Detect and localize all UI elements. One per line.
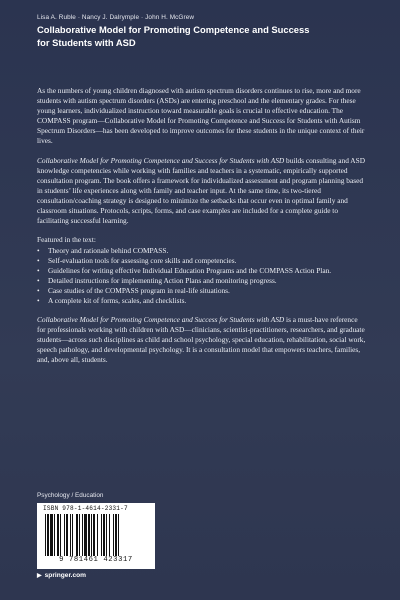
blurb-paragraph-2-text: builds consulting and ASD knowledge competencies while working with families and teachers in a systematic, empirically supported consultation program. The book offers a framework for individualized assessment and program planning based in students’ life experiences along with family and teacher input. At the same time, its two-tiered consultation/coaching strategy is designed to minimize the setbacks that occur even in optimal family and classroom situations. Protocols, scripts, forms, and case examples are included for a complete guide to facilitating successful learning. <box>37 155 366 225</box>
feature-item: • Guidelines for writing effective Individual Education Programs and the COMPASS Action Plan. <box>37 266 368 276</box>
blurb-paragraph-3-text: is a must-have reference for professionals working with children with ASD—clinicians, scientist-practitioners, researchers, and graduate students—across such disciplines as child and school psychology, special education, rehabilitation, social work, speech pathology, and developmental psychology. It is a consultation model that empowers teachers, families, and, above all, students. <box>37 315 366 364</box>
barcode-icon <box>45 514 147 556</box>
blurb-paragraph-3 <box>37 315 368 365</box>
book-title-line-2: for Students with ASD <box>37 36 136 48</box>
book-title-italic: Collaborative Model for Promoting Competence and Success for Students with ASD <box>37 315 285 324</box>
blurb <box>37 86 368 375</box>
feature-item: • Detailed instructions for implementing Action Plans and monitoring progress. <box>37 276 368 286</box>
isbn-text: ISBN 978-1-4614-2331-7 <box>43 505 128 512</box>
feature-list <box>37 246 368 306</box>
book-title-italic: Collaborative Model for Promoting Competence and Success for Students with ASD <box>37 155 285 165</box>
cover-header <box>37 14 377 49</box>
blurb-paragraph-2 <box>37 156 368 226</box>
feature-item: • A complete kit of forms, scales, and checklists. <box>37 296 368 306</box>
publisher-site: springer.com <box>44 572 87 579</box>
barcode-panel <box>37 503 155 569</box>
author-line: Lisa A. Ruble · Nancy J. Dalrymple · John H. McGrew <box>37 14 195 21</box>
feature-item: • Theory and rationale behind COMPASS. <box>37 246 368 256</box>
barcode-number: 9 781461 423317 <box>59 556 133 564</box>
feature-item: • Self-evaluation tools for assessing core skills and competencies. <box>37 256 368 266</box>
feature-item: • Case studies of the COMPASS program in real-life situations. <box>37 286 368 296</box>
featured-heading: Featured in the text: <box>37 235 96 244</box>
book-title-line-1: Collaborative Model for Promoting Competence and Success <box>37 24 310 35</box>
book-title <box>37 24 377 49</box>
blurb-paragraph-1: As the numbers of young children diagnosed with autism spectrum disorders continues to rise, more and more students with autism spectrum disorders (ASDs) are entering preschool and the elementary grades. For these young learners, individualized instruction toward measurable goals is crucial to effective education. The COMPASS program—Collaborative Model for Promoting Competence and Success for Students with Autism Spectrum Disorders—has been developed to improve outcomes for these students in the unique context of their lives. <box>37 86 365 145</box>
arrow-right-icon: ▶ <box>37 573 42 579</box>
publisher-link[interactable] <box>37 572 86 579</box>
subject-category: Psychology / Education <box>37 492 104 499</box>
